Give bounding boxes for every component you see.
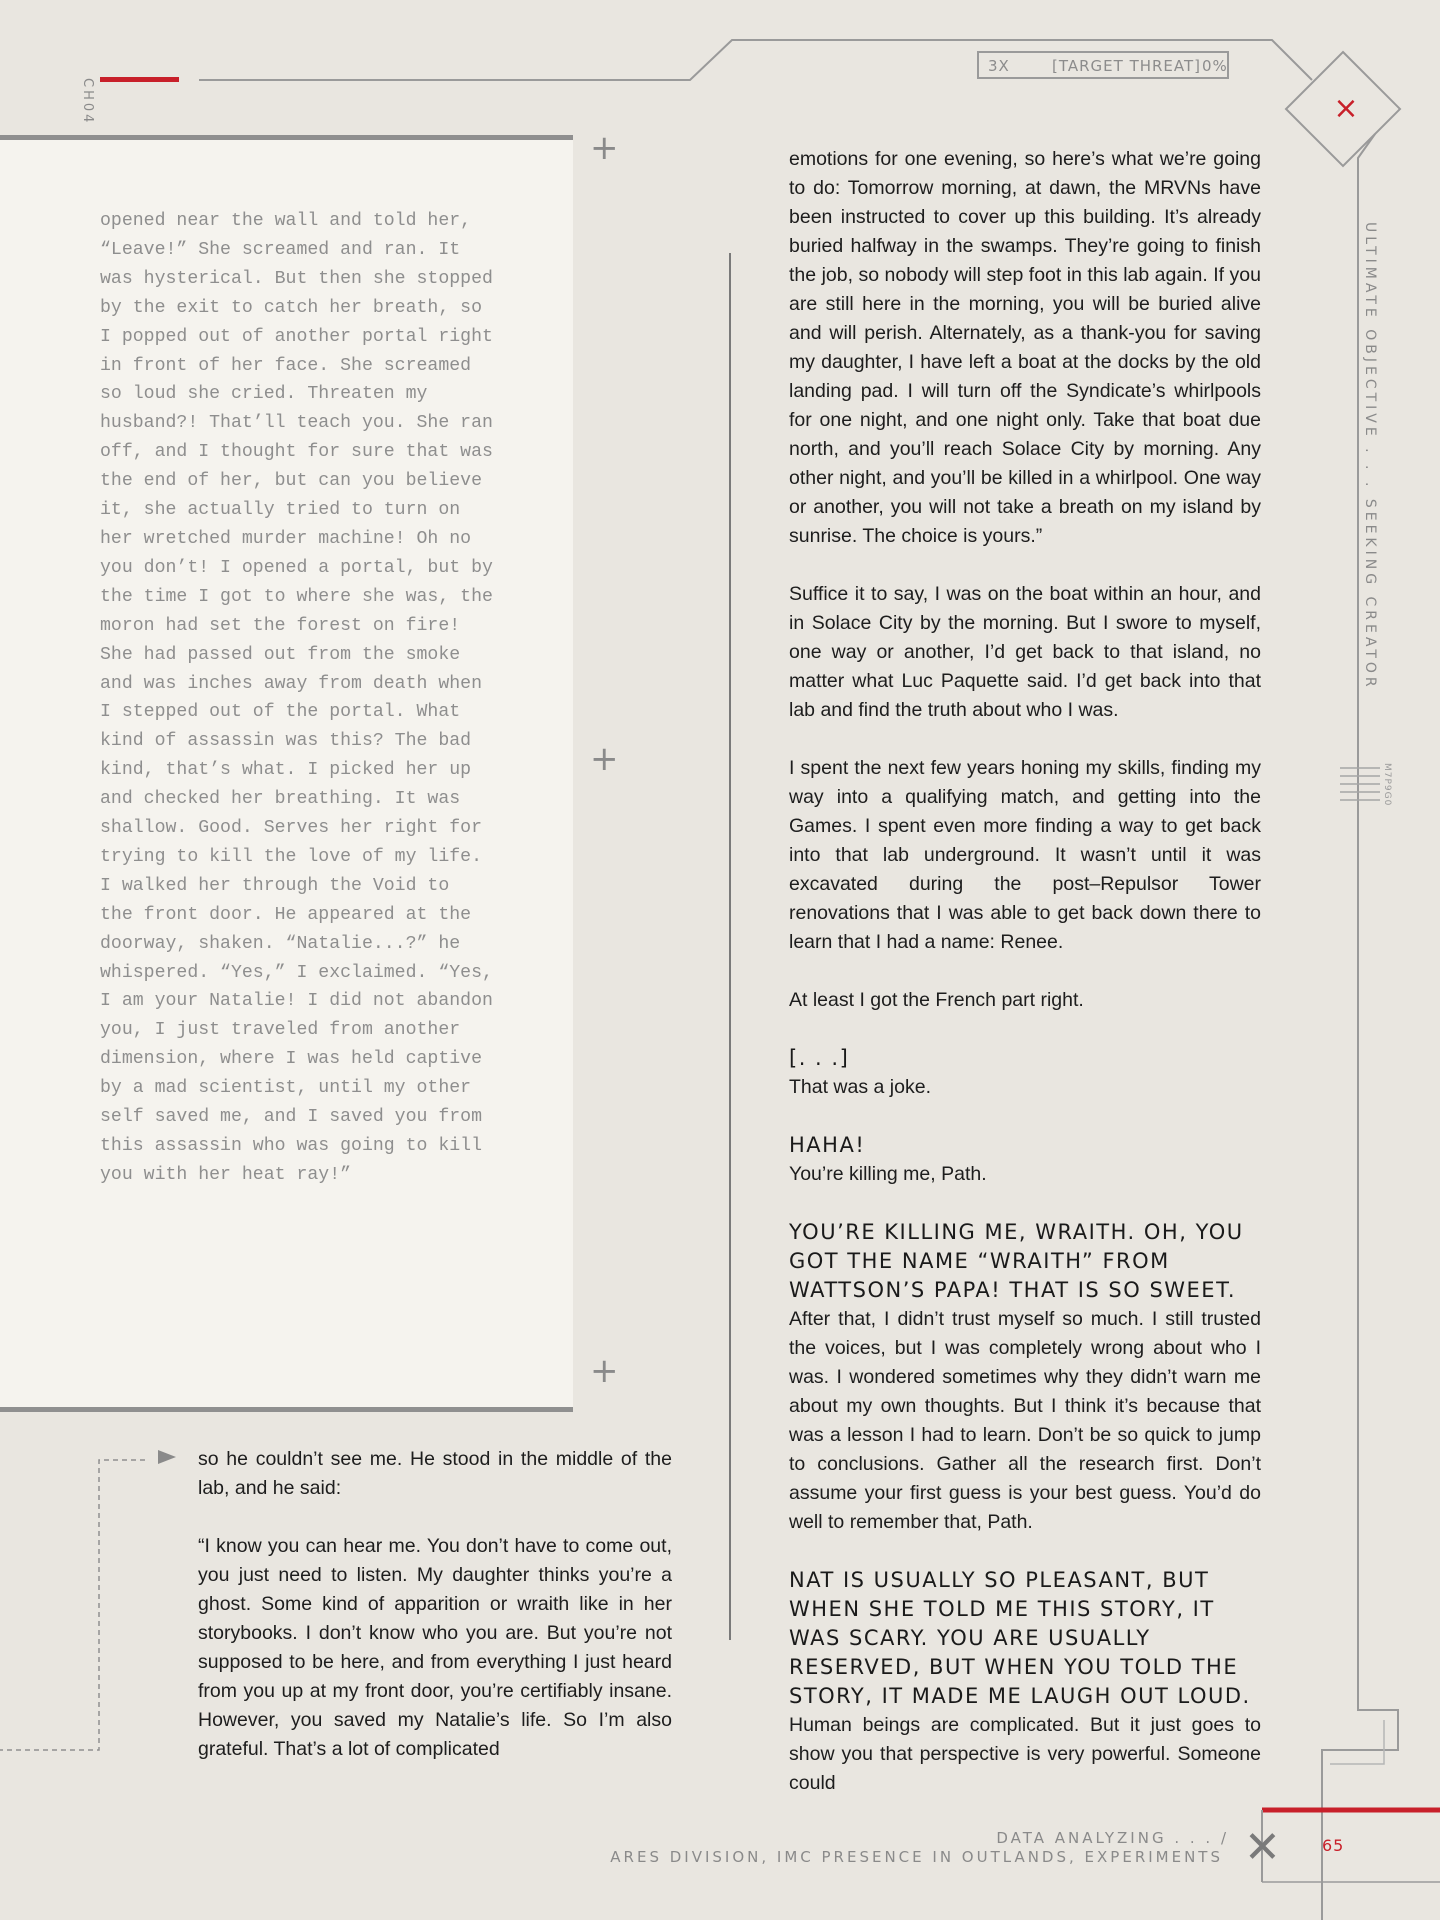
plus-marker-icon: + xyxy=(590,739,619,779)
column-divider xyxy=(729,253,731,1640)
paragraph: Suffice it to say, I was on the boat within an hour, and in Solace City by the morning. But I swore to myself, one way or another, I’d get back to that island, no matter what Luc Paquette said. I’d get back into that lab and find the truth about who I was. xyxy=(789,583,1261,721)
plus-marker-icon: + xyxy=(590,128,619,168)
pathfinder-line: NAT IS USUALLY SO PLEASANT, BUT WHEN SHE TOLD ME THIS STORY, IT WAS SCARY. YOU ARE USUALLY RESERVED, BUT WHEN YOU TOLD THE STORY, IT MADE ME LAUGH OUT LOUD. xyxy=(789,1568,1251,1708)
pathfinder-line: YOU’RE KILLING ME, WRAITH. OH, YOU GOT THE NAME “WRAITH” FROM WATTSON’S PAPA! THAT IS SO SWEET. xyxy=(789,1220,1244,1302)
note-card-text: opened near the wall and told her, “Leave!” She screamed and ran. It was hysterical. But then she stopped by the exit to catch her breath, so I popped out of another portal right in front of her face. She screamed so loud she cried. Threaten my husband?! That’ll teach you. She ran off, and I thought for sure that was the end of her, but can you believe it, she actually tried to turn on her wretched murder machine! Oh no you don’t! I opened a portal, but by the time I got to where she was, the moron had set the forest on fire! She had passed out from the smoke and was inches away from death when I stepped out of the portal. What kind of assassin was this? The bad kind, that’s what. I picked her up and checked her breathing. It was shallow. Good. Serves her right for trying to kill the love of my life. I walked her through the Void to the front door. He appeared at the doorway, shaken. “Natalie...?” he whispered. “Yes,” I exclaimed. “Yes, I am your Natalie! I did not abandon you, I just traveled from another dimension, where I was held captive by a mad scientist, until my other self saved me, and I saved you from this assassin who was going to kill you with her heat ray!” xyxy=(100,211,493,1185)
footer-status: DATA ANALYZING . . . / xyxy=(996,1829,1229,1847)
paragraph: You’re killing me, Path. xyxy=(789,1163,987,1185)
paragraph: That was a joke. xyxy=(789,1076,931,1098)
sidebar-objective-label: ULTIMATE OBJECTIVE . . . SEEKING CREATOR xyxy=(1362,222,1378,691)
paragraph: I spent the next few years honing my skills, finding my way into a qualifying match, and getting into the Games. I spent even more finding a way to get back into that lab underground. It wasn’t until it was excavated during the post–Repulsor Tower renovations that I was able to get back down there to learn that I had a name: Renee. xyxy=(789,757,1261,953)
footer-section: ARES DIVISION, IMC PRESENCE IN OUTLANDS, EXPERIMENTS xyxy=(610,1848,1223,1866)
left-column xyxy=(198,1445,672,1764)
sidebar-code: M7P9G0 xyxy=(1382,763,1392,807)
target-threat-indicator xyxy=(977,51,1229,79)
chapter-tag: CH04 xyxy=(80,78,95,126)
dashed-bracket xyxy=(0,1460,145,1750)
threat-percent: 0% xyxy=(1202,57,1228,75)
page-number: 65 xyxy=(1322,1836,1345,1855)
close-icon: × xyxy=(1333,91,1359,126)
right-column xyxy=(789,145,1261,1798)
paragraph: “I know you can hear me. You don’t have to come out, you just need to listen. My daughter thinks you’re a ghost. Some kind of apparition or wraith like in her storybooks. I don’t know who you are. But you’re not supposed to be here, and from everything I just heard from you up at my front door, you’re certifiably insane. However, you saved my Natalie’s life. So I’m also grateful. That’s a lot of complicated xyxy=(198,1535,672,1760)
paragraph: Human beings are complicated. But it just goes to show you that perspective is very powerful. Someone could xyxy=(789,1714,1261,1794)
chapter-accent-bar xyxy=(100,77,179,82)
pathfinder-line: HAHA! xyxy=(789,1133,866,1157)
paragraph: After that, I didn’t trust myself so much. I still trusted the voices, but I was completely wrong about who I was. I wondered sometimes why they didn’t warn me about my own thoughts. But I think it’s because that was a lesson I had to learn. Don’t be so quick to jump to conclusions. Gather all the research first. Don’t assume your first guess is your best guess. You’d do well to remember that, Path. xyxy=(789,1308,1261,1533)
paragraph: emotions for one evening, so here’s what we’re going to do: Tomorrow morning, at dawn, the MRVNs have been instructed to cover up this building. It’s already buried halfway in the swamps. They’re going to finish the job, so nobody will step foot in this lab again. If you are still here in the morning, you will be buried alive and will perish. Alternately, as a thank-you for saving my daughter, I have left a boat at the docks by the old landing pad. I will turn off the Syndicate’s whirlpools for one night, and one night only. Take that boat due north, and you’ll reach Solace City by morning. Any other night, and you’ll be killed in a whirlpool. One way or another, you will not take a breath on my island by sunrise. The choice is yours.” xyxy=(789,148,1261,547)
arrow-right-icon xyxy=(158,1450,176,1464)
right-rail xyxy=(1322,134,1398,1920)
paragraph: so he couldn’t see me. He stood in the middle of the lab, and he said: xyxy=(198,1448,672,1499)
paragraph: At least I got the French part right. xyxy=(789,989,1084,1011)
plus-marker-icon: + xyxy=(590,1351,619,1391)
threat-label: [TARGET THREAT] xyxy=(1052,57,1202,75)
pathfinder-line: [. . .] xyxy=(789,1046,850,1070)
threat-multiplier: 3X xyxy=(988,57,1010,75)
x-mark-icon: ✕ xyxy=(1244,1822,1281,1873)
